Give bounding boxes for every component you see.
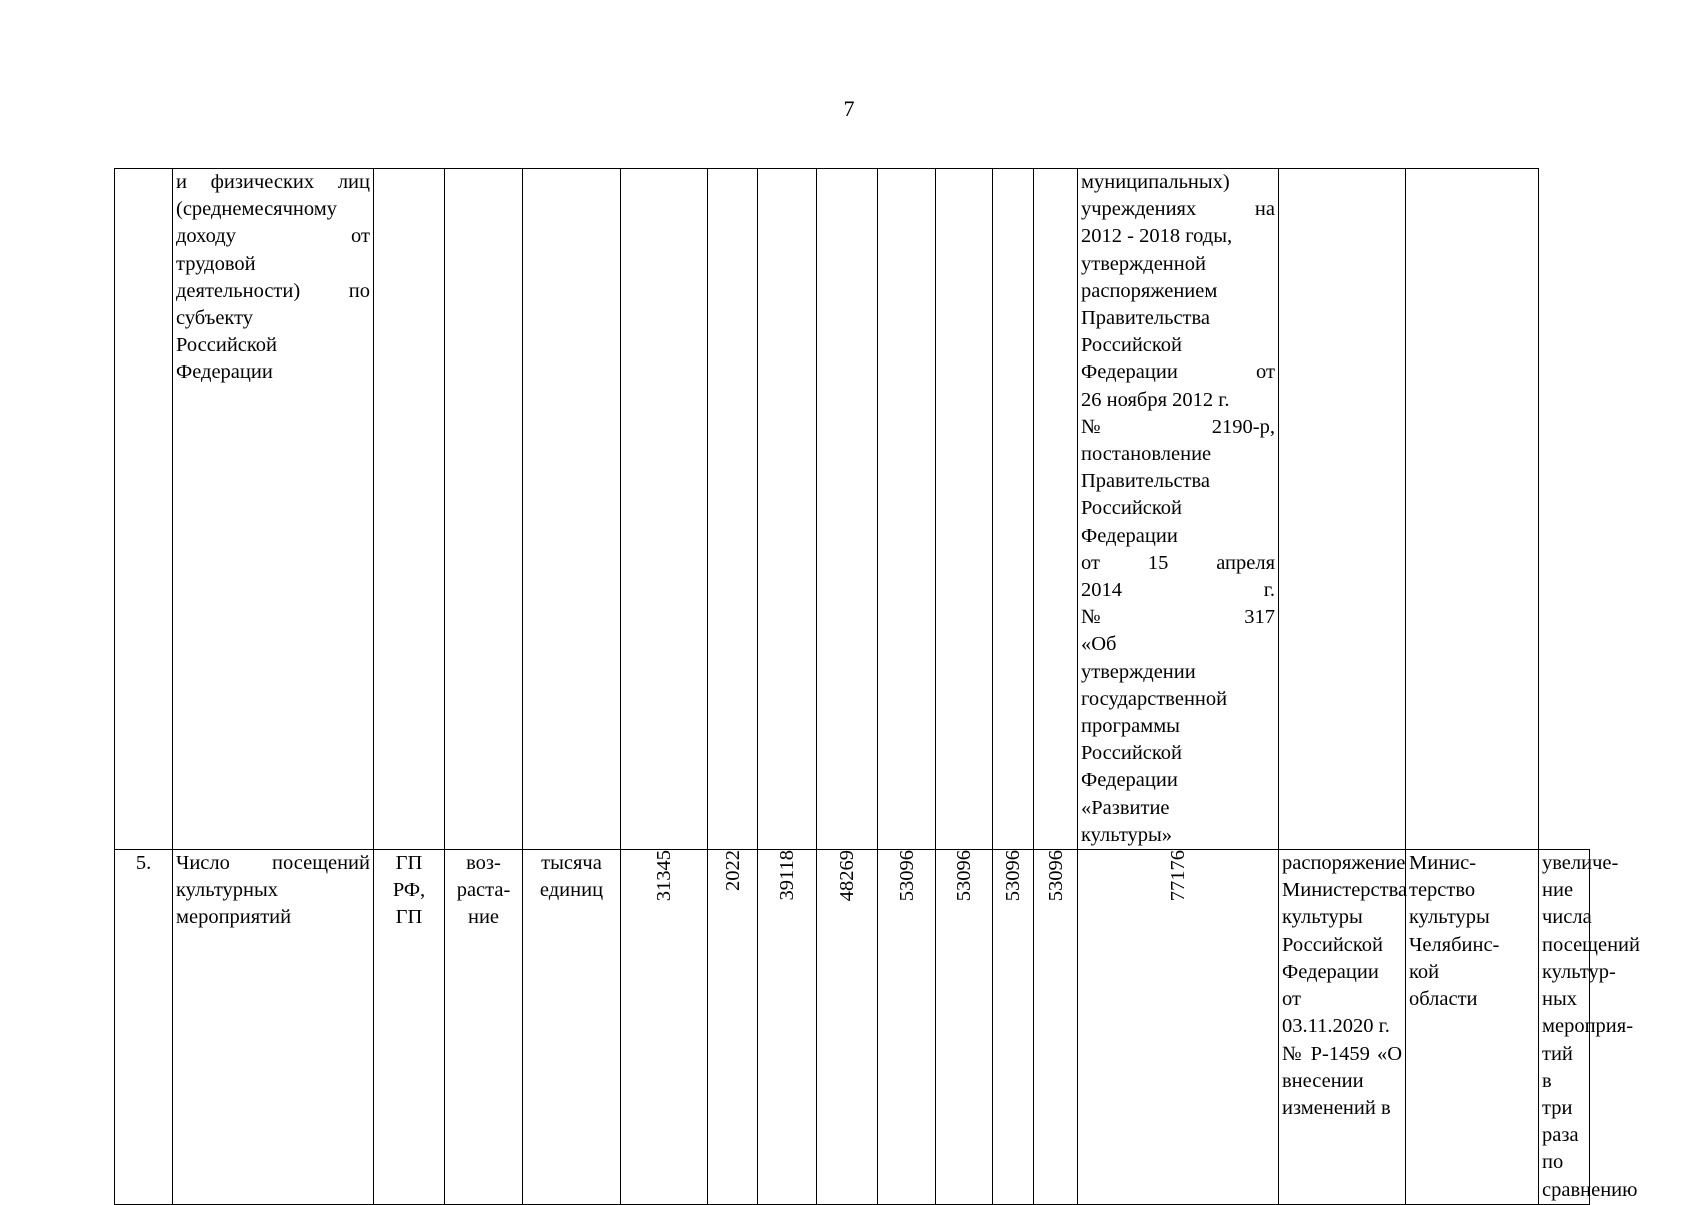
table-row-5 (115, 850, 1590, 1205)
text-line: области (1409, 988, 1478, 1011)
value-3: 48269 (836, 850, 858, 902)
responsible-text (1409, 850, 1535, 1013)
value-5: 53096 (953, 850, 975, 902)
text-line: Федерации от (1081, 361, 1275, 384)
value-8: 77176 (1167, 850, 1189, 902)
text-line: доходу от (176, 225, 370, 248)
indicator-text (176, 850, 370, 932)
text-line: культуры (1409, 906, 1490, 929)
page-number: 7 (843, 96, 855, 121)
cell-result (1539, 850, 1640, 1205)
cell-value (758, 850, 817, 1205)
trend-text (448, 850, 519, 932)
text-line: Минис- (1409, 852, 1477, 875)
text-line: утвержденной (1081, 252, 1206, 275)
text-line: Российской (1081, 334, 1183, 357)
text-line: единиц (539, 879, 604, 902)
basis-text (1282, 850, 1408, 1122)
text-line: культурных (176, 879, 278, 902)
text-line: и физических лиц (176, 171, 370, 193)
table-row-continuation (115, 169, 1590, 850)
text-line: терство (1409, 879, 1476, 902)
value-1: 2022 (721, 850, 744, 892)
text-line: тысяча (541, 852, 602, 875)
indicators-table (114, 168, 1640, 1205)
value-0: 31345 (653, 850, 675, 902)
text-line: Российской (1081, 497, 1183, 520)
text-line: увеличе- (1542, 852, 1619, 875)
text-line: посещений (1542, 933, 1640, 956)
text-line: раза по (1542, 1124, 1579, 1174)
text-line: Российской (1282, 933, 1384, 956)
cell-trend (445, 850, 523, 1205)
text-line: мероприятий (176, 906, 292, 929)
cell-responsible (1406, 850, 1539, 1205)
text-line: ГП (395, 906, 423, 929)
text-line: муниципальных) (1081, 171, 1230, 193)
text-line: Правительства (1081, 470, 1211, 493)
text-line: культуры (1282, 906, 1363, 929)
text-line: 2014 г. (1081, 579, 1275, 602)
text-line: Российской (176, 334, 278, 357)
basis-text (1081, 169, 1275, 849)
text-line: ние (467, 906, 500, 929)
text-line: культур- (1542, 960, 1616, 983)
text-line: 03.11.2020 г. (1282, 1015, 1390, 1038)
text-line: от 15 апреля (1081, 551, 1275, 574)
text-line: Федерации (176, 361, 273, 384)
text-line: воз- (466, 852, 501, 875)
cell-value (936, 169, 993, 850)
text-line: Федерации от (1282, 960, 1379, 1011)
cell-value (936, 850, 993, 1205)
cell-value (708, 169, 758, 850)
text-line: трудовой (176, 252, 256, 275)
cell-value (1078, 850, 1279, 1205)
cell-number (115, 850, 173, 1205)
text-line: «Об (1081, 633, 1117, 656)
cell-program (374, 850, 445, 1205)
text-line: № Р-1459 «О (1282, 1042, 1402, 1065)
value-6: 53096 (1002, 850, 1024, 902)
text-line: Российской (1081, 742, 1183, 765)
text-line: ГП (395, 852, 423, 875)
cell-value (621, 169, 708, 850)
text-line: № 317 (1081, 606, 1275, 629)
text-line: Правительства (1081, 307, 1211, 330)
text-line: распоряжением (1081, 279, 1218, 302)
cell-value (1034, 850, 1078, 1205)
cell-basis (1078, 169, 1279, 850)
text-line: постановление (1081, 443, 1212, 466)
text-line: Число посещений (176, 852, 370, 875)
text-line: распоряжение (1282, 852, 1406, 875)
result-text (1542, 850, 1640, 1204)
cell-basis (1279, 850, 1406, 1205)
cell-value (817, 850, 878, 1205)
cell-responsible (1279, 169, 1406, 850)
text-line: Министерства (1282, 879, 1408, 902)
cell-indicator (173, 169, 374, 850)
text-line: кой (1409, 960, 1440, 983)
cell-indicator (173, 850, 374, 1205)
text-line: утверждении (1081, 660, 1196, 683)
text-line: сравнению (1542, 1178, 1638, 1201)
text-line: внесении (1282, 1069, 1364, 1092)
value-7: 53096 (1044, 850, 1067, 902)
text-line: «Развитие (1081, 796, 1170, 819)
indicator-text (176, 169, 370, 387)
text-line: государственной (1081, 687, 1228, 710)
text-line: раста- (456, 879, 511, 902)
program-text (377, 850, 441, 932)
unit-text (526, 850, 617, 904)
text-line: мероприя- (1542, 1015, 1634, 1038)
text-line: деятельности) по (176, 279, 370, 302)
text-line: 2012 - 2018 годы, (1081, 225, 1233, 248)
text-line: (среднемесячному (176, 198, 337, 221)
value-4: 53096 (895, 850, 918, 902)
text-line: Федерации (1081, 769, 1178, 792)
cell-value (993, 850, 1034, 1205)
cell-value (621, 850, 708, 1205)
text-line: РФ, (392, 879, 426, 902)
cell-result (1406, 169, 1539, 850)
cell-value (708, 850, 758, 1205)
cell-unit (523, 850, 621, 1205)
cell-number (115, 169, 173, 850)
cell-unit (523, 169, 621, 850)
cell-value (993, 169, 1034, 850)
cell-program (374, 169, 445, 850)
cell-value (878, 169, 936, 850)
text-line: Челябинс- (1409, 933, 1500, 956)
text-line: тий в три (1542, 1042, 1573, 1119)
cell-value (817, 169, 878, 850)
row-number: 5. (135, 852, 152, 875)
cell-value (1034, 169, 1078, 850)
text-line: Федерации (1081, 524, 1178, 547)
text-line: субъекту (176, 307, 254, 330)
value-2: 39118 (776, 850, 798, 901)
text-line: изменений в (1282, 1096, 1391, 1119)
text-line: 26 ноября 2012 г. (1081, 388, 1230, 411)
cell-value (758, 169, 817, 850)
cell-trend (445, 169, 523, 850)
text-line: ние числа (1542, 879, 1592, 929)
text-line: ных (1542, 988, 1577, 1011)
text-line: учреждениях на (1081, 198, 1275, 221)
text-line: культуры» (1081, 823, 1173, 846)
cell-value (878, 850, 936, 1205)
text-line: № 2190-р, (1081, 415, 1275, 438)
text-line: программы (1081, 715, 1180, 738)
